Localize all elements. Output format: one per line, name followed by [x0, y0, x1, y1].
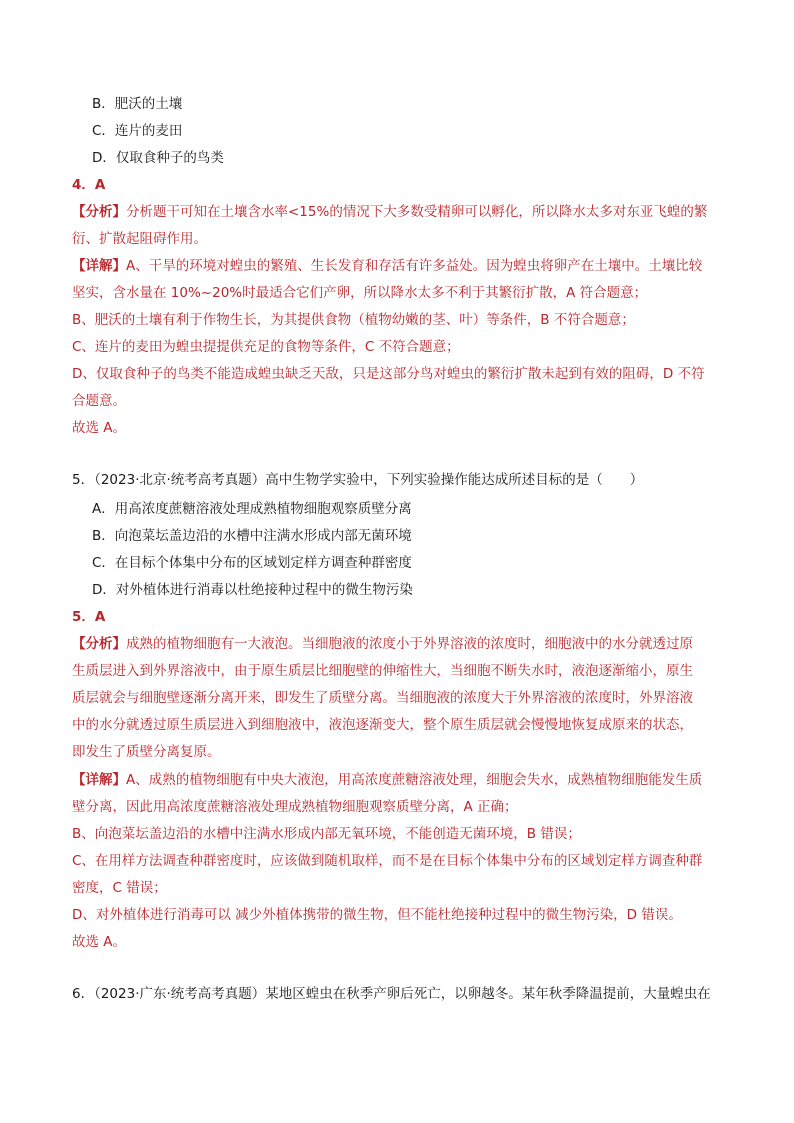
q5-detail-text-1: A、成熟的植物细胞有中央大液泡，用高浓度蔗糖溶液处理，细胞会失水，成熟植物细胞能发生质 — [126, 772, 703, 788]
q4-detail-line-5: D、仅取食种子的鸟类不能造成蝗虫缺乏天敌，只是这部分鸟对蝗虫的繁衍扩散未起到有效的阻碍，D 不符 — [72, 366, 705, 382]
q5-analysis-line-1 — [72, 634, 732, 654]
q4-analysis-label: 【分析】 — [72, 204, 126, 220]
q5-detail-line-5: 密度，C 错误； — [72, 880, 167, 896]
q4-analysis-line-2: 衍、扩散起阻碍作用。 — [72, 231, 207, 247]
q5-detail-line-4: C、在用样方法调查种群密度时，应该做到随机取样，而不是在目标个体集中分布的区域划定样方调查种群 — [72, 853, 703, 869]
q4-analysis-line-1 — [72, 202, 732, 222]
q5-detail-line-2: 壁分离，因此用高浓度蔗糖溶液处理成熟植物细胞观察质壁分离，A 正确； — [72, 799, 518, 815]
q4-answer: 4．A — [72, 177, 106, 193]
q4-detail-line-2: 坚实，含水量在 10%~20%时最适合它们产卵，所以降水太多不利于其繁衍扩散，A 符合题意； — [72, 285, 648, 301]
q4-conclusion: 故选 A。 — [72, 420, 127, 436]
q4-detail-line-6: 合题意。 — [72, 393, 126, 409]
q4-detail-line-4: C、连片的麦田为蝗虫提提供充足的食物等条件，C 不符合题意； — [72, 339, 460, 355]
q5-detail-line-6: D、对外植体进行消毒可以 减少外植体携带的微生物，但不能杜绝接种过程中的微生物污染，D 错误。 — [72, 907, 682, 923]
q4-option-c: C．连片的麦田 — [92, 123, 183, 139]
q5-detail-label: 【详解】 — [72, 772, 126, 788]
q5-answer: 5．A — [72, 609, 106, 625]
q4-analysis-text-1: 分析题干可知在土壤含水率<15%的情况下大多数受精卵可以孵化，所以降水太多对东亚飞蝗的繁 — [126, 204, 708, 220]
q4-option-b: B．肥沃的土壤 — [92, 96, 183, 112]
q5-analysis-line-5: 即发生了质壁分离复原。 — [72, 744, 221, 760]
q5-option-a: A．用高浓度蔗糖溶液处理成熟植物细胞观察质壁分离 — [92, 501, 412, 517]
q5-analysis-line-3: 质层就会与细胞壁逐渐分离开来，即发生了质壁分离。当细胞液的浓度大于外界溶液的浓度时，外界溶液 — [72, 690, 693, 706]
q5-option-c: C．在目标个体集中分布的区域划定样方调查种群密度 — [92, 555, 412, 571]
q5-option-b: B．向泡菜坛盖边沿的水槽中注满水形成内部无菌环境 — [92, 528, 412, 544]
q5-detail-line-1 — [72, 770, 732, 790]
q5-detail-line-3: B、向泡菜坛盖边沿的水槽中注满水形成内部无氧环境，不能创造无菌环境，B 错误； — [72, 826, 581, 842]
q5-analysis-label: 【分析】 — [72, 636, 126, 652]
q6-stem: 6．（2023·广东·统考高考真题）某地区蝗虫在秋季产卵后死亡，以卵越冬。某年秋季降温提前，大量蝗虫在 — [72, 986, 711, 1002]
q5-conclusion: 故选 A。 — [72, 934, 127, 950]
q4-detail-line-3: B、肥沃的土壤有利于作物生长，为其提供食物（植物幼嫩的茎、叶）等条件，B 不符合题意； — [72, 312, 635, 328]
q5-analysis-line-4: 中的水分就透过原生质层进入到细胞液中，液泡逐渐变大，整个原生质层就会慢慢地恢复成原来的状态， — [72, 717, 693, 733]
q5-analysis-line-2: 生质层进入到外界溶液中，由于原生质层比细胞壁的伸缩性大，当细胞不断失水时，液泡逐渐缩小，原生 — [72, 663, 693, 679]
q5-option-d: D．对外植体进行消毒以杜绝接种过程中的微生物污染 — [92, 582, 413, 598]
q5-analysis-text-1: 成熟的植物细胞有一大液泡。当细胞液的浓度小于外界溶液的浓度时，细胞液中的水分就透过原 — [126, 636, 693, 652]
q4-detail-line-1 — [72, 256, 732, 276]
q4-detail-label: 【详解】 — [72, 258, 126, 274]
q4-detail-text-1: A、干旱的环境对蝗虫的繁殖、生长发育和存活有许多益处。因为蝗虫将卵产在土壤中。土壤比较 — [126, 258, 703, 274]
q4-option-d: D．仅取食种子的鸟类 — [92, 150, 224, 166]
q5-stem: 5．（2023·北京·统考高考真题）高中生物学实验中，下列实验操作能达成所述目标的是（ ） — [72, 472, 644, 488]
